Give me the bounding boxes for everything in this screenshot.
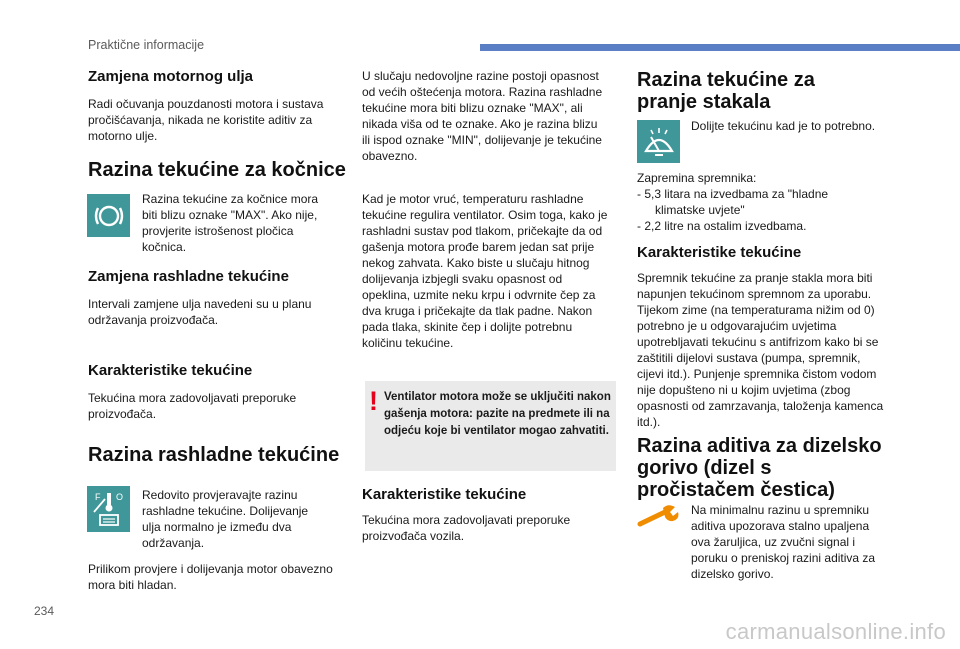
warning-text: Ventilator motora može se uključiti nakon gašenja motora: pazite na predmete ili na odjeću koje bi ventilator mogao zahvatiti. [384, 391, 611, 437]
page-number: 234 [34, 604, 55, 618]
coolant-temperature-icon [87, 486, 130, 532]
capacity-item: - 2,2 litre na ostalim izvedbama. [637, 219, 807, 233]
text-hot-engine: Kad je motor vruć, temperaturu rashladne tekućine regulira ventilator. Osim toga, kako je rashladni sustav pod tlakom, pričekajte da od gašenja motora prođe barem jedan sat prije nekog zahvata. Kako biste u slučaju hitnog dolijevanja izbjegli svaku opasnost od opeklina, uzmite neku krpu i odvrnite čep za dva kruga i pričekajte da tlak padne. Nakon pada tlaka, skinite čep i dolijte potrebnu količinu tekućine. [362, 192, 608, 350]
capacity-item: - 5,3 litara na izvedbama za "hladne klimatske uvjete" [637, 187, 829, 217]
capacity-label: Zapremina spremnika: [637, 171, 757, 185]
text-washer-fluid: Dolijte tekućinu kad je to potrebno. [691, 119, 876, 133]
text-diesel-additive: Na minimalnu razinu u spremniku aditiva upozorava stalno upaljena ova žaruljica, uz zvučni signal i poruku o preniskoj razini aditiva za dizelsko gorivo. [691, 503, 876, 581]
washer-fluid-icon [637, 120, 680, 163]
section-title: Praktične informacije [88, 38, 205, 52]
text-fluid-characteristics-3: Spremnik tekućine za pranje stakla mora biti napunjen tekućinom spremnom za uporabu. Tijekom zime (na temperaturama nižim od 0) potrebno je u odgovarajućim uvjetima upotrebljavati tekućinu s antifrizom kako bi se zaštitili dijelovi sustava (pumpa, spremnik, cijevi itd.). Punjenje spremnika čistom vodom nije dopušteno ni u kojim uvjetima (zbog opasnosti od zamrzavanja, taloženja kamenca itd.). [637, 271, 884, 429]
heading-brake-fluid: Razina tekućine za kočnice [88, 159, 346, 181]
heading-diesel-additive: Razina aditiva za dizelsko gorivo (dizel s pročistačem čestica) [637, 435, 882, 501]
heading-washer-fluid: Razina tekućine za pranje stakala [637, 69, 815, 113]
svg-text:O: O [115, 492, 123, 502]
text-fluid-characteristics-2: Tekućina mora zadovoljavati preporuke proizvođača vozila. [362, 513, 571, 543]
heading-fluid-characteristics-3: Karakteristike tekućine [637, 244, 802, 261]
heading-coolant-change: Zamjena rashladne tekućine [88, 268, 289, 285]
watermark: carmanualsonline.info [725, 619, 946, 644]
header-bar [480, 44, 960, 51]
capacity-list [637, 186, 877, 234]
heading-engine-oil: Zamjena motornog ulja [88, 68, 254, 85]
text-coolant-change: Intervali zamjene ulja navedeni su u planu održavanja proizvođača. [88, 297, 312, 327]
text-engine-oil: Radi očuvanja pouzdanosti motora i sustava pročišćavanja, nikada ne koristite aditiv za motorno ulje. [88, 97, 324, 143]
text-fluid-characteristics-1: Tekućina mora zadovoljavati preporuke proizvođača. [88, 391, 297, 421]
svg-text:F: F [94, 492, 100, 502]
wrench-icon [637, 504, 682, 528]
heading-coolant-level: Razina rashladne tekućine [88, 444, 340, 466]
heading-fluid-characteristics-2: Karakteristike tekućine [362, 486, 527, 503]
text-coolant-level: Redovito provjeravajte razinu rashladne tekućine. Dolijevanje ulja normalno je između dva održavanja. [142, 488, 309, 550]
text-brake-fluid: Razina tekućine za kočnice mora biti blizu oznake "MAX". Ako nije, provjerite istrošenost pločica kočnica. [142, 192, 319, 254]
heading-fluid-characteristics-1: Karakteristike tekućine [88, 362, 253, 379]
warning-exclamation-icon: ! [369, 386, 378, 416]
brake-warning-icon [87, 194, 130, 237]
text-coolant-insufficient: U slučaju nedovoljne razine postoji opasnost od većih oštećenja motora. Razina rashladne tekućine mora biti blizu oznake "MAX", ali nikada viša od te oznake. Ako je razina blizu ili ispod oznake "MIN", dolijevanje je tekućine obavezno. [362, 69, 603, 163]
text-coolant-check: Prilikom provjere i dolijevanja motor obavezno mora biti hladan. [88, 562, 333, 592]
